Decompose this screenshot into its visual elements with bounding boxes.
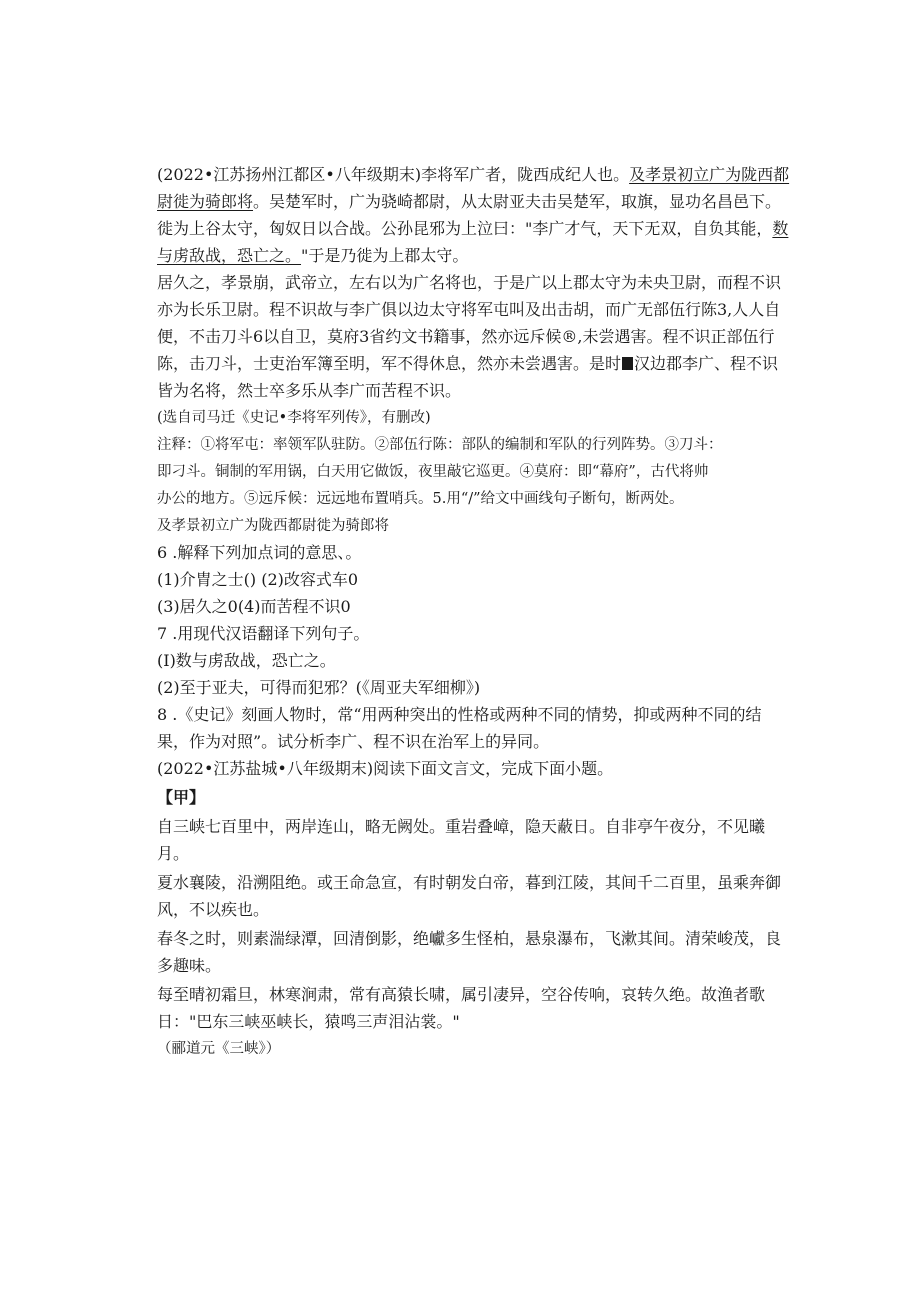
passage2-line: 每至晴初霜旦，林寒涧肃，常有高猿长啸，属引凄异，空谷传响，哀转久绝。故渔者歌: [157, 985, 766, 1004]
passage1-line: [157, 162, 823, 188]
passage1-line: [157, 216, 823, 242]
note-line: 注释：①将军屯：率领军队驻防。②部伍行陈：部队的编制和军队的行列阵势。③刀斗：: [157, 437, 723, 453]
passage1-line: 便，不击刀斗6以自卫，莫府3省约文书籍事，然亦远斥候®,未尝遇害。程不识正部伍行: [157, 327, 775, 346]
passage2-line: 月。: [157, 844, 190, 863]
passage1-line: [157, 243, 823, 269]
question-5-sentence: 及孝景初立广为陇西都尉徙为骑郎将: [157, 518, 389, 534]
underlined-sentence: 尉徙为骑郎将: [157, 192, 254, 211]
question-8: 果，作为对照”。试分析李广、程不识在治军上的异同。: [157, 732, 550, 751]
source-citation: （郦道元《三峡》）: [157, 1041, 281, 1057]
underlined-sentence: 与虏敌战，恐亡之。: [157, 246, 302, 265]
passage2-intro: (2022•江苏盐城•八年级期末)阅读下面文言文，完成下面小题。: [157, 759, 614, 778]
underlined-sentence: 数: [772, 219, 789, 238]
question-6: 6 .解释下列加点词的意思、。: [157, 543, 362, 562]
passage2-line: 春冬之时，则素湍绿潭，回清倒影，绝巘多生怪柏，悬泉瀑布，飞漱其间。清荣峻茂，良: [157, 929, 782, 948]
question-7-item: (I)数与虏敌战，恐亡之。: [157, 651, 336, 670]
document-body: [157, 162, 823, 1063]
text-segment: 徙为上谷太守，匈奴日以合战。公孙昆邪为上泣曰："李广才气，天下无双，自负其能，: [157, 219, 773, 238]
passage1-line: 皆为名将，然士卒多乐从李广而苦程不识。: [157, 381, 462, 400]
note-line: 办公的地方。⑤远斥候：远远地布置哨兵。5.用“/”给文中画线句子断句，断两处。: [157, 491, 684, 507]
note-line: 即刁斗。铜制的军用锅，白天用它做饭，夜里敲它巡更。④莫府：即“幕府”，古代将帅: [157, 464, 709, 480]
question-7-item: (2)至于亚夫，可得而犯邪？(《周亚夫军细柳》): [157, 678, 481, 697]
passage2-line: 自三峡七百里中，两岸连山，略无阙处。重岩叠嶂，隐天蔽日。自非亭午夜分，不见曦: [157, 817, 766, 836]
redaction-block: [622, 357, 633, 370]
underlined-sentence: 及孝景初立广为陇西都: [629, 165, 790, 184]
passage2-line: 日："巴东三峡巫峡长，猿鸣三声泪沾裳。": [157, 1012, 460, 1031]
passage2-line: 多趣味。: [157, 956, 222, 975]
question-8: 8 .《史记》刻画人物时，常“用两种突出的性格或两种不同的情势，抑或两种不同的结: [157, 705, 762, 724]
section-label: 【甲】: [157, 788, 206, 807]
passage1-line: 亦为长乐卫尉。程不识故与李广俱以边太守将军屯叫及出击胡，而广无部伍行陈3,人人自: [157, 300, 781, 319]
passage1-line: [157, 189, 823, 215]
question-6-items: (3)居久之0(4)而苦程不识0: [157, 597, 351, 616]
passage2-line: 夏水襄陵，沿溯阻绝。或王命急宣，有时朝发白帝，暮到江陵，其间千二百里，虽乘奔御: [157, 873, 782, 892]
text-segment: (2022•江苏扬州江都区•八年级期末)李将军广者，陇西成纪人也。: [157, 165, 630, 184]
passage1-line: 居久之，孝景崩，武帝立，左右以为广名将也，于是广以上郡太守为未央卫尉，而程不识: [157, 273, 782, 292]
question-7: 7 .用现代汉语翻译下列句子。: [157, 624, 370, 643]
text-segment: 汉边郡李广、程不识: [634, 354, 779, 373]
text-segment: 。吴楚军时，广为骁崎都尉，从太尉亚夫击吴楚军，取旗，显功名昌邑下。: [253, 192, 782, 211]
source-citation: (选自司马迁《史记•李将军列传》，有删改): [157, 410, 431, 426]
passage1-line: [157, 351, 823, 377]
question-6-items: (1)介胄之士() (2)改容式车0: [157, 570, 359, 589]
passage2-line: 风，不以疾也。: [157, 900, 270, 919]
text-segment: "于是乃徙为上郡太守。: [301, 246, 469, 265]
text-segment: 陈，击刀斗，士吏治军簿至明，军不得休息，然亦未尝遇害。是时: [157, 354, 622, 373]
